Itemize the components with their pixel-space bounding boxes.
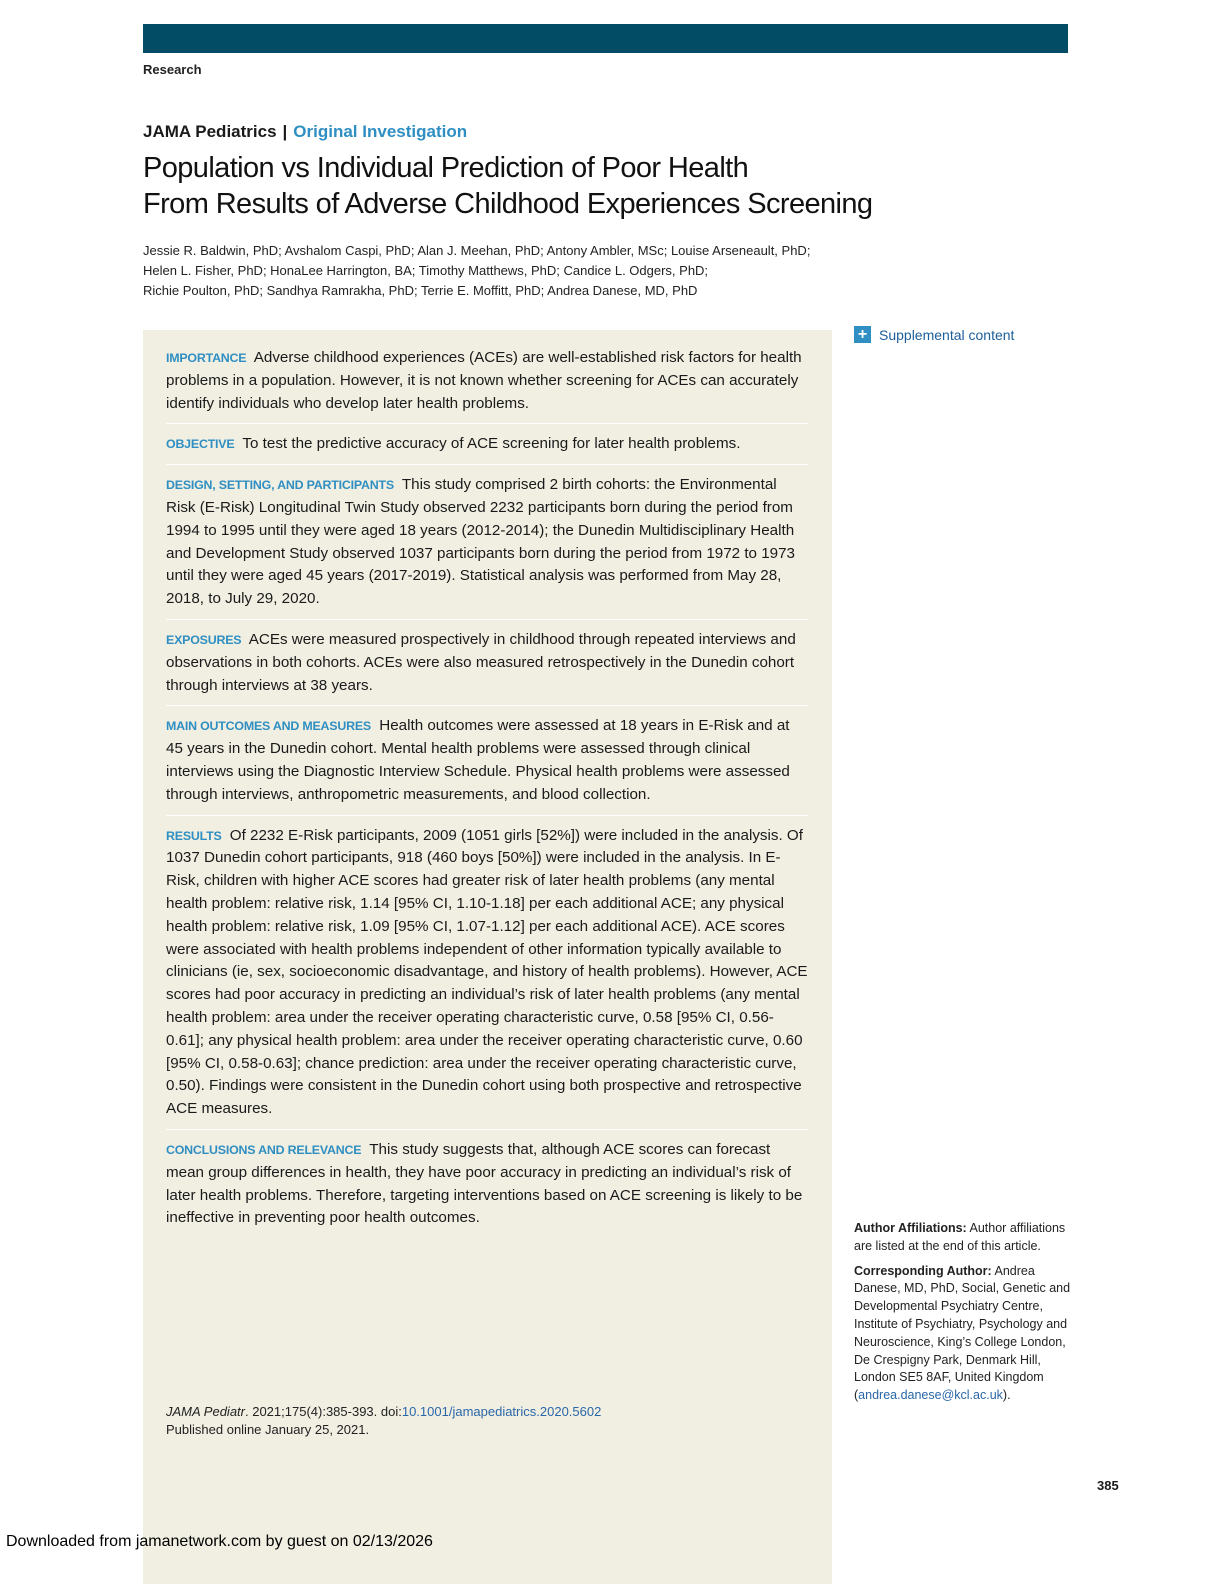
doi-link[interactable]: 10.1001/jamapediatrics.2020.5602 <box>401 1404 602 1419</box>
supplemental-content-link[interactable] <box>854 326 1014 343</box>
abstract <box>166 347 808 1247</box>
email-link[interactable]: andrea.danese@kcl.ac.uk <box>858 1388 1003 1403</box>
abstract-text: This study comprised 2 birth cohorts: the Environmental Risk (E-Risk) Longitudinal Twin Study observed 2232 participants born during the period from 1994 to 1995 until they were aged 18 years (2012-2014); the Dunedin Multidisciplinary Health and Development Study observed 1037 participants born during the period from 1972 to 1973 until they were aged 45 years (2017-2019). Statistical analysis was performed from May 28, 2018, to July 29, 2020. <box>166 476 796 608</box>
abstract-heading: MAIN OUTCOMES AND MEASURES <box>166 719 371 734</box>
download-note: Downloaded from jamanetwork.com by guest on 02/13/2026 <box>6 1533 433 1550</box>
abstract-heading: OBJECTIVE <box>166 437 235 452</box>
corresponding-suffix: ). <box>1002 1388 1011 1403</box>
header-bar <box>143 24 1068 53</box>
plus-icon: + <box>854 326 871 343</box>
title-line: Population vs Individual Prediction of Poor Health <box>143 152 749 184</box>
article-title <box>143 150 1043 222</box>
abstract-exposures <box>166 629 808 706</box>
title-line: From Results of Adverse Childhood Experiences Screening <box>143 188 873 220</box>
abstract-heading: IMPORTANCE <box>166 351 247 365</box>
corresponding-text: Andrea Danese, MD, PhD, Social, Genetic and Developmental Psychiatry Centre, Institute of Psychiatry, Psychology and Neuroscience, King’s College London, De Crespigny Park, Denmark Hill, London SE5 8AF, United Kingdom ( <box>854 1263 1071 1403</box>
abstract-heading: EXPOSURES <box>166 632 242 647</box>
abstract-text: This study suggests that, although ACE scores can forecast mean group differences in health, they have poor accuracy in predicting an individual’s risk of later health problems. Therefore, targeting interventions based on ACE screening is likely to be ineffective in preventing poor health outcomes. <box>166 1140 803 1227</box>
abstract-text: Adverse childhood experiences (ACEs) are well-established risk factors for health problems in a population. However, it is not known whether screening for ACEs can accurately identify individuals who develop later health problems. <box>166 349 802 412</box>
author-list <box>143 241 903 301</box>
abstract-design <box>166 474 808 620</box>
affiliations-label: Author Affiliations: <box>854 1221 967 1235</box>
abstract-text: To test the predictive accuracy of ACE screening for later health problems. <box>242 435 741 453</box>
citation <box>166 1403 601 1439</box>
section-label: Research <box>143 62 202 77</box>
abstract-heading: RESULTS <box>166 828 222 843</box>
author-affiliations <box>854 1220 1072 1256</box>
abstract-results <box>166 825 808 1130</box>
supplemental-label: Supplemental content <box>879 326 1015 343</box>
abstract-text: Health outcomes were assessed at 18 years in E-Risk and at 45 years in the Dunedin cohort. Mental health problems were assessed through clinical interviews using the Diagnostic Interview Schedule. Physical health problems were assessed through interviews, anthropometric measurements, and blood collection. <box>166 717 790 803</box>
affiliations-text: Author affiliations are listed at the end of this article. <box>854 1221 1066 1253</box>
sidebar-notes <box>854 1220 1072 1412</box>
journal-line <box>143 122 467 142</box>
page-number: 385 <box>1097 1478 1119 1493</box>
abstract-importance <box>166 347 808 424</box>
author-line: Richie Poulton, PhD; Sandhya Ramrakha, PhD; Terrie E. Moffitt, PhD; Andrea Danese, MD, PhD <box>143 283 698 298</box>
abstract-outcomes <box>166 715 808 815</box>
citation-journal: JAMA Pediatr <box>166 1404 245 1419</box>
published-date: Published online January 25, 2021. <box>166 1422 370 1437</box>
journal-name: JAMA Pediatrics <box>143 122 277 141</box>
abstract-text: Of 2232 E-Risk participants, 2009 (1051 girls [52%]) were included in the analysis. Of 1037 Dunedin cohort participants, 918 (460 boys [50%]) were included in the analysis. In E-Risk, children with higher ACE scores had greater risk of later health problems (any mental health problem: relative risk, 1.14 [95% CI, 1.10-1.18] per each additional ACE; any physical health problem: relative risk, 1.09 [95% CI, 1.07-1.12] per each additional ACE). ACE scores were associated with health problems independent of other information typically available to clinicians (ie, sex, socioeconomic disadvantage, and history of health problems). However, ACE scores had poor accuracy in predicting an individual’s risk of later health problems (any mental health problem: area under the receiver operating characteristic curve, 0.58 [95% CI, 0.56-0.61]; any physical health problem: area under the receiver operating characteristic curve, 0.60 [95% CI, 0.58-0.63]; chance prediction: area under the receiver operating characteristic curve, 0.50). Findings were consistent in the Dunedin cohort using both prospective and retrospective ACE measures. <box>166 826 808 1118</box>
abstract-conclusions <box>166 1139 808 1238</box>
abstract-objective <box>166 433 808 465</box>
article-type: Original Investigation <box>293 122 468 141</box>
abstract-heading: DESIGN, SETTING, AND PARTICIPANTS <box>166 478 394 493</box>
author-line: Jessie R. Baldwin, PhD; Avshalom Caspi, PhD; Alan J. Meehan, PhD; Antony Ambler, MSc; Louise Arseneault, PhD; <box>143 243 811 258</box>
corresponding-author <box>854 1263 1072 1405</box>
citation-details: . 2021;175(4):385-393. doi: <box>245 1404 402 1419</box>
journal-separator: | <box>282 122 288 141</box>
author-line: Helen L. Fisher, PhD; HonaLee Harrington, BA; Timothy Matthews, PhD; Candice L. Odgers, PhD; <box>143 263 709 278</box>
abstract-text: ACEs were measured prospectively in childhood through repeated interviews and observations in both cohorts. ACEs were also measured retrospectively in the Dunedin cohort through interviews at 38 years. <box>166 630 796 694</box>
citation-line <box>166 1403 601 1421</box>
corresponding-label: Corresponding Author: <box>854 1263 992 1278</box>
abstract-heading: CONCLUSIONS AND RELEVANCE <box>166 1142 362 1157</box>
